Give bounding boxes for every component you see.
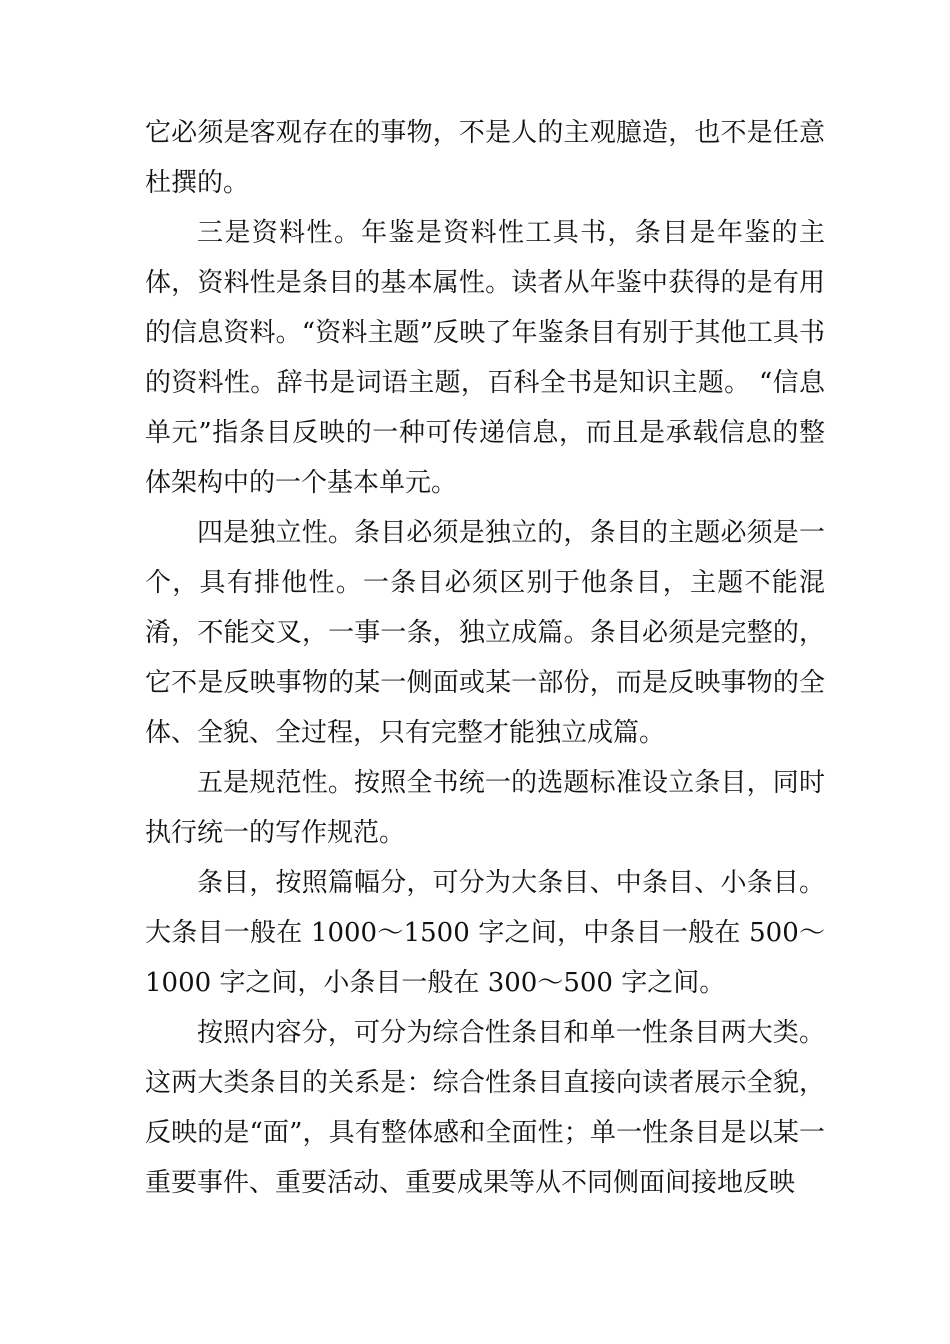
paragraph-data-nature: 三是资料性。年鉴是资料性工具书，条目是年鉴的主体，资料性是条目的基本属性。读者从年鉴中获得的是有用的信息资料。“资料主题”反映了年鉴条目有别于其他工具书的资料性。辞书是词语主题，百科全书是知识主题。 “信息单元”指条目反映的一种可传递信息，而且是承载信息的整体架构中的一个基本单元。 bbox=[145, 218, 825, 498]
paragraph-content-classification: 按照内容分，可分为综合性条目和单一性条目两大类。这两大类条目的关系是：综合性条目直接向读者展示全貌，反映的是“面”，具有整体感和全面性；单一性条目是以某一重要事件、重要活动、重要成果等从不同侧面间接地反映 bbox=[145, 1018, 825, 1198]
paragraph-continuation: 它必须是客观存在的事物，不是人的主观臆造，也不是任意杜撰的。 bbox=[145, 118, 825, 198]
paragraph-standardization: 五是规范性。按照全书统一的选题标准设立条目，同时执行统一的写作规范。 bbox=[145, 768, 825, 848]
paragraph-independence: 四是独立性。条目必须是独立的，条目的主题必须是一个，具有排他性。一条目必须区别于他条目，主题不能混淆，不能交叉，一事一条，独立成篇。条目必须是完整的，它不是反映事物的某一侧面或某一部份，而是反映事物的全体、全貌、全过程，只有完整才能独立成篇。 bbox=[145, 518, 825, 748]
paragraph-length-classification: 条目，按照篇幅分，可分为大条目、中条目、小条目。大条目一般在 1000～1500 字之间，中条目一般在 500～1000 字之间，小条目一般在 300～500 字之间。 bbox=[145, 868, 825, 998]
document-body bbox=[145, 108, 825, 1208]
